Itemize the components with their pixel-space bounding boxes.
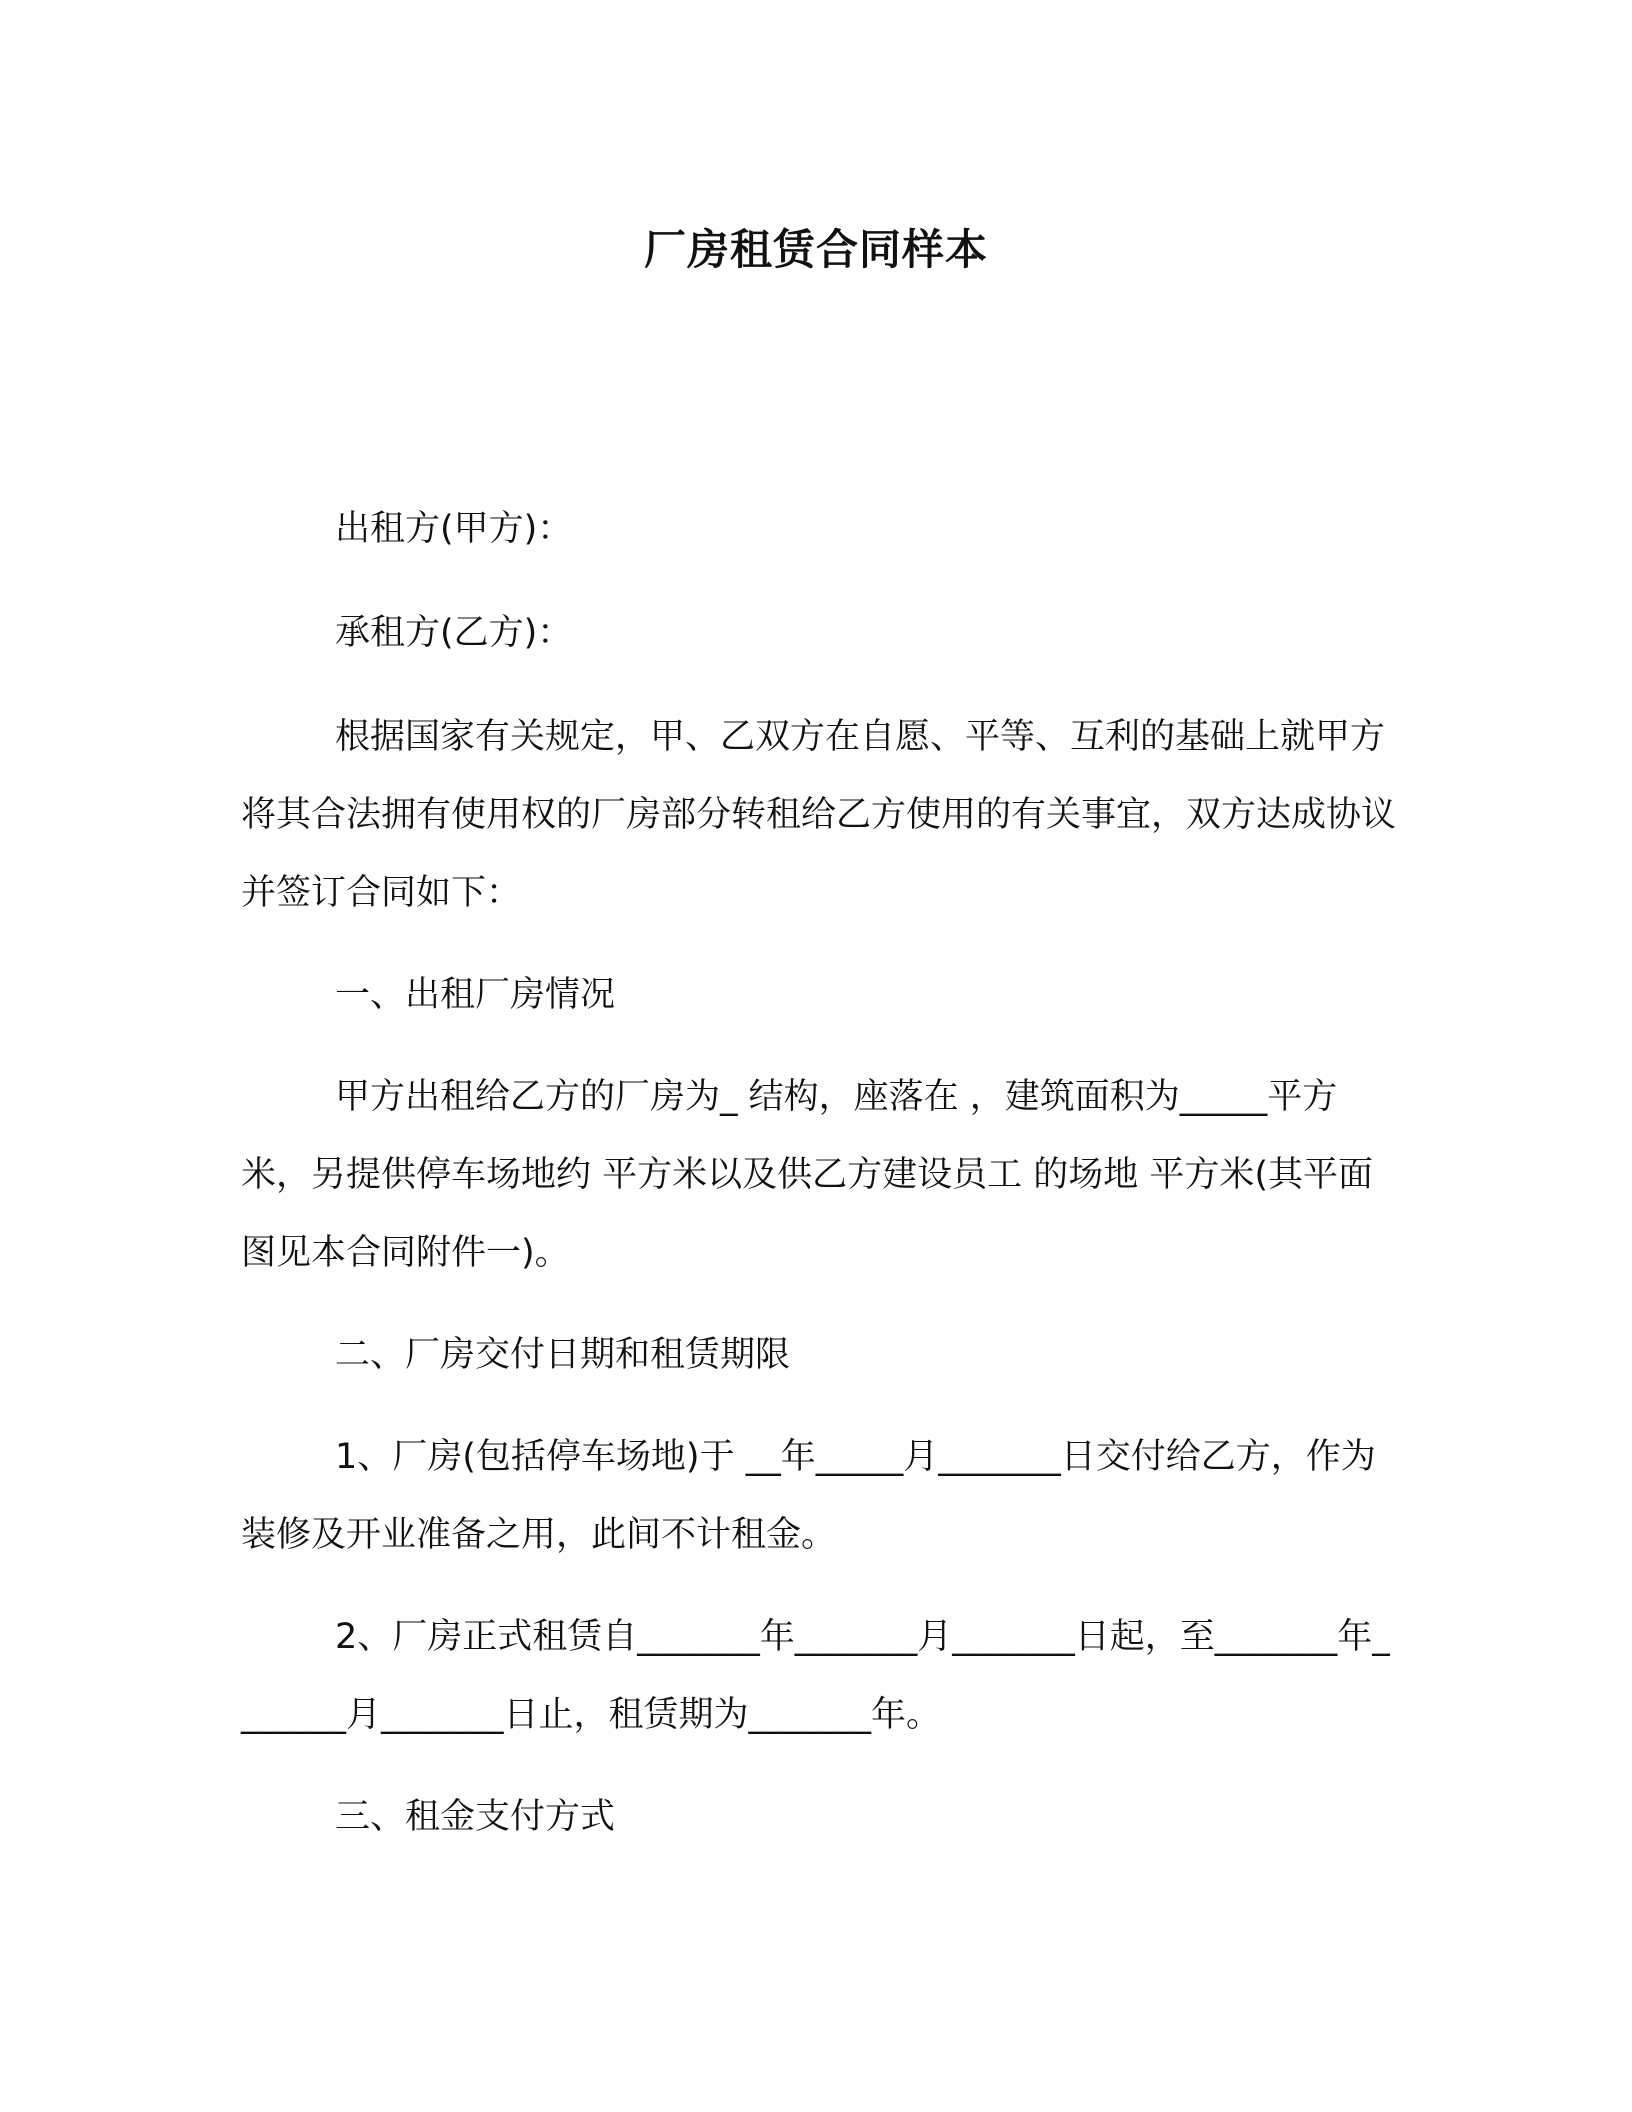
- section-2-heading: 二、厂房交付日期和租赁期限: [335, 1335, 791, 1375]
- document-body: [241, 490, 1401, 1856]
- lessor-line: 出租方(甲方)：: [335, 509, 573, 549]
- document-title: 厂房租赁合同样本: [643, 225, 988, 274]
- section-1-body: 甲方出租给乙方的厂房为_ 结构，座落在 ，建筑面积为_____平方米，另提供停车场地约 平方米以及供乙方建设员工 的场地 平方米(其平面图见本合同附件一)。: [241, 1077, 1374, 1273]
- lessee-line: 承租方(乙方)：: [335, 613, 573, 653]
- section-2-item-1: 1、厂房(包括停车场地)于 __年_____月_______日交付给乙方，作为装修及开业准备之用，此间不计租金。: [241, 1437, 1376, 1555]
- section-2-item-2: 2、厂房正式租赁自_______年_______月_______日起，至_______年_______月_______日止，租赁期为_______年。: [241, 1617, 1390, 1735]
- intro-paragraph: 根据国家有关规定，甲、乙双方在自愿、平等、互利的基础上就甲方将其合法拥有使用权的厂房部分转租给乙方使用的有关事宜，双方达成协议并签订合同如下：: [241, 717, 1397, 913]
- section-3-heading: 三、租金支付方式: [335, 1797, 616, 1837]
- section-1-heading: 一、出租厂房情况: [335, 975, 616, 1015]
